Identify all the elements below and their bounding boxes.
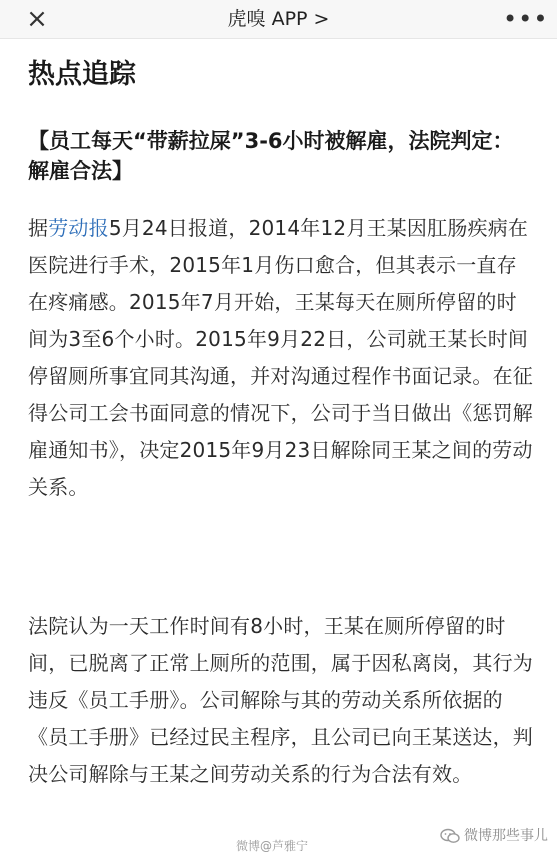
weibo-watermark: 微博@芦雅宁	[236, 839, 309, 853]
wechat-icon	[440, 828, 460, 844]
paragraph-body: 5月24日报道，2014年12月王某因肛肠疾病在医院进行手术，2015年1月伤口愈合，但其表示一直存在疼痛感。2015年7月开始，王某每天在厕所停留的时间为3至6个小时。2015年9月22日，公司就王某长时间停留厕所事宜同其沟通，并对沟通过程作书面记录。在征得公司工会书面同意的情况下，公司于当日做出《惩罚解雇通知书》，决定2015年9月23日解除同王某之间的劳动关系。	[28, 216, 533, 499]
paragraph-prefix: 据	[28, 216, 49, 240]
article-paragraph-1	[28, 210, 533, 506]
more-options-icon[interactable]: •••	[503, 5, 549, 33]
article-paragraph-2: 法院认为一天工作时间有8小时，王某在厕所停留的时间，已脱离了正常上厕所的范围，属于因私离岗，其行为违反《员工手册》。公司解除与其的劳动关系所依据的《员工手册》已经过民主程序，且公司已向王某送达，判决公司解除与王某之间劳动关系的行为合法有效。	[28, 614, 533, 786]
article-headline: 【员工每天“带薪拉屎”3-6小时被解雇，法院判定：解雇合法】	[28, 129, 514, 183]
section-title: 热点追踪	[28, 59, 136, 90]
account-watermark	[440, 827, 548, 845]
account-name: 微博那些事儿	[464, 828, 548, 844]
source-link[interactable]: 劳动报	[48, 216, 109, 240]
close-icon[interactable]: ×	[26, 4, 48, 34]
top-navigation-bar	[0, 0, 557, 39]
app-title-link[interactable]: 虎嗅 APP >	[227, 8, 330, 30]
